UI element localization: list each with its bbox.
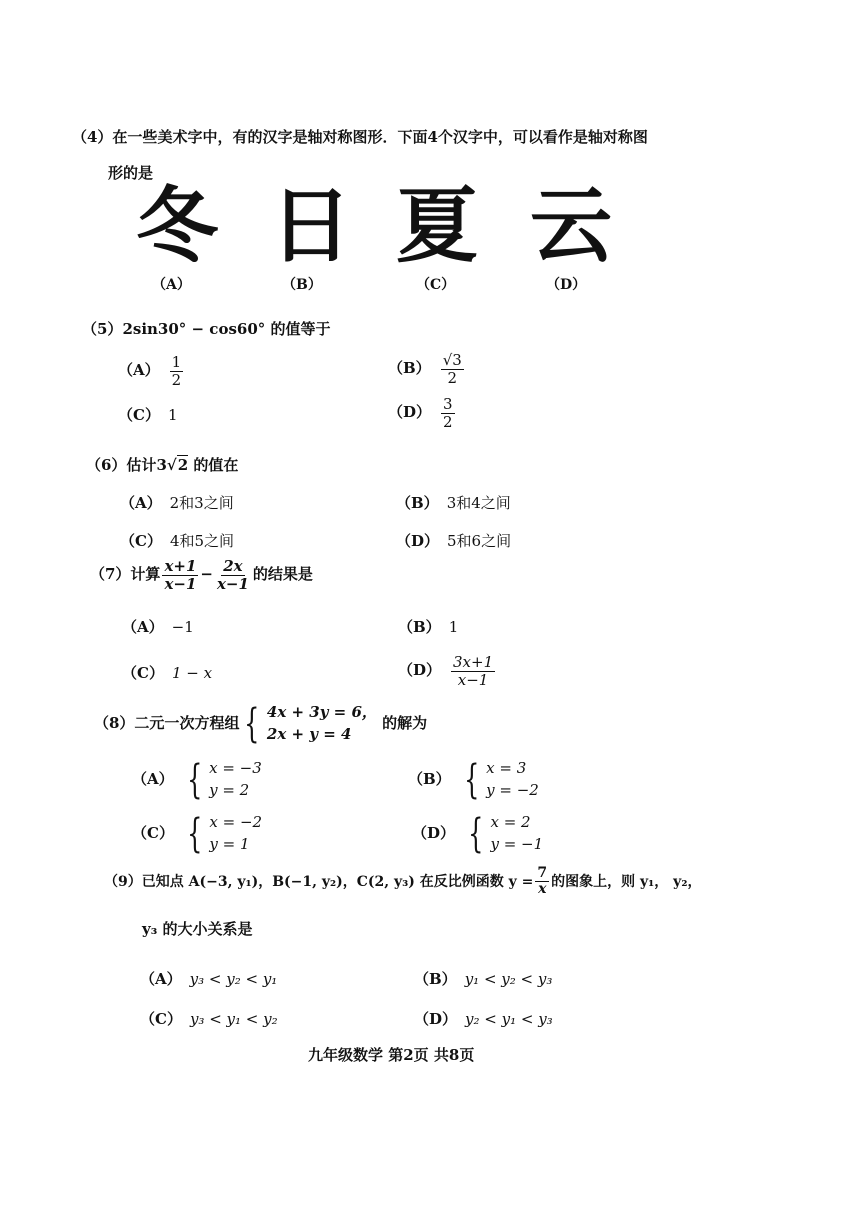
q9-fraction xyxy=(535,866,549,898)
q5-b-den: 2 xyxy=(447,368,458,387)
q7-suffix: 的结果是 xyxy=(252,565,313,583)
q6-option-b xyxy=(396,492,511,513)
q8-d-label: （D） xyxy=(412,823,456,842)
q5-d-den: 2 xyxy=(443,412,453,431)
q5-suffix: 的值等于 xyxy=(270,320,331,338)
q7-f2-num: 2x xyxy=(223,557,243,575)
q8-c-y: y = 1 xyxy=(209,834,250,853)
q6-b-text: 3和4之间 xyxy=(446,494,511,512)
q9-line1-b: 的图象上，则 y₁， y₂， xyxy=(551,873,702,890)
q5-option-d xyxy=(388,396,457,430)
q8-c-label: （C） xyxy=(132,823,174,842)
q8-a-brace: { xyxy=(186,756,203,803)
q9-option-c xyxy=(140,1008,278,1029)
q8-d-x: x = 2 xyxy=(490,813,531,831)
q5-number: （5） xyxy=(82,320,123,338)
q6-option-a xyxy=(120,492,234,513)
q9-stem-line2: y₃ 的大小关系是 xyxy=(142,920,253,938)
q7-option-b xyxy=(398,616,458,637)
q6-c-text: 4和5之间 xyxy=(169,532,235,550)
q7-d-den: x−1 xyxy=(457,670,489,689)
q7-c-text: 1 − x xyxy=(171,664,213,682)
q7-f2-den: x−1 xyxy=(216,574,249,593)
q4-char-d: 云 xyxy=(530,179,613,274)
q7-b-text: 1 xyxy=(448,618,459,636)
q4-label-a: （A） xyxy=(152,277,191,293)
q8-eq2: 2x + y = 4 xyxy=(266,724,352,743)
q7-d-fraction xyxy=(451,654,495,688)
q5-b-label: （B） xyxy=(388,359,431,377)
q4-char-b: 日 xyxy=(270,179,353,274)
q6-d-label: （D） xyxy=(396,532,440,550)
q5-option-b xyxy=(388,352,466,386)
q5-a-den: 2 xyxy=(171,370,182,389)
q8-a-label: （A） xyxy=(132,769,174,788)
q6-a-text: 2和3之间 xyxy=(169,494,234,512)
q6-number: （6）估计 xyxy=(86,456,157,474)
q8-option-b xyxy=(408,758,539,802)
q7-option-d xyxy=(398,654,497,688)
q9-d-label: （D） xyxy=(414,1010,458,1028)
q8-a-y: y = 2 xyxy=(209,780,250,799)
q7-option-a xyxy=(122,616,194,637)
q9-frac-den: x xyxy=(538,881,547,898)
q5-b-num: √3 xyxy=(442,351,462,369)
q8-c-x: x = −2 xyxy=(209,813,263,831)
q8-brace: { xyxy=(244,700,260,747)
q7-fraction-2 xyxy=(215,558,251,592)
q6-option-d xyxy=(396,530,511,551)
q9-d-text: y₂ < y₁ < y₃ xyxy=(465,1010,553,1028)
q5-a-fraction xyxy=(170,354,184,388)
q8-stem xyxy=(94,702,427,746)
q6-radicand: 2 xyxy=(177,456,189,474)
q8-b-x: x = 3 xyxy=(486,759,527,777)
q7-stem xyxy=(90,558,313,592)
page-footer: 九年级数学 第2页 共8页 xyxy=(308,1046,475,1064)
q7-a-text: −1 xyxy=(171,618,194,636)
q4-stem-line1: （4）在一些美术字中，有的汉字是轴对称图形．下面4个汉字中，可以看作是轴对称图 xyxy=(72,128,648,146)
q9-frac-num: 7 xyxy=(537,865,548,881)
q4-label-c: （C） xyxy=(416,277,456,293)
q6-d-text: 5和6之间 xyxy=(447,532,512,550)
q4-label-d: （D） xyxy=(546,277,587,293)
q7-b-label: （B） xyxy=(398,618,441,636)
q8-number: （8）二元一次方程组 xyxy=(94,713,240,732)
q7-a-label: （A） xyxy=(122,618,164,636)
q5-b-fraction xyxy=(441,352,464,386)
q8-d-y: y = −1 xyxy=(490,834,544,853)
q8-option-c xyxy=(132,812,262,856)
q4-label-b: （B） xyxy=(282,277,322,293)
q6-option-c xyxy=(120,530,234,551)
q7-c-label: （C） xyxy=(122,664,164,682)
q6-suffix: 的值在 xyxy=(193,456,239,474)
q9-b-text: y₁ < y₂ < y₃ xyxy=(464,970,553,988)
q8-option-a xyxy=(132,758,262,802)
q5-d-label: （D） xyxy=(388,403,432,421)
q5-stem xyxy=(82,318,331,339)
q4-char-c: 夏 xyxy=(396,179,479,274)
q8-system xyxy=(239,702,376,746)
q8-suffix: 的解为 xyxy=(382,713,428,732)
q6-a-label: （A） xyxy=(120,494,162,512)
q5-d-num: 3 xyxy=(443,395,453,413)
q8-d-brace: { xyxy=(468,810,484,857)
q9-option-d xyxy=(414,1008,553,1029)
q6-c-label: （C） xyxy=(120,532,162,550)
q8-eq1: 4x + 3y = 6， xyxy=(266,703,377,721)
q9-c-text: y₃ < y₁ < y₂ xyxy=(189,1010,278,1028)
q9-c-label: （C） xyxy=(140,1010,182,1028)
q5-option-a xyxy=(118,354,185,388)
q8-option-d xyxy=(412,812,543,856)
q5-d-fraction xyxy=(441,396,455,430)
q7-f1-den: x−1 xyxy=(164,574,197,593)
q9-line1-a: （9）已知点 A(−3, y₁)，B(−1, y₂)，C(2, y₃) 在反比例函数 y = xyxy=(104,873,534,890)
q6-coef: 3 xyxy=(156,456,167,474)
q9-b-label: （B） xyxy=(414,970,457,988)
q6-b-label: （B） xyxy=(396,494,439,512)
q7-fraction-1 xyxy=(162,558,198,592)
q7-d-label: （D） xyxy=(398,661,442,679)
q6-stem: （6）估计3√2 的值在 xyxy=(86,456,239,474)
q7-minus: − xyxy=(200,565,213,583)
q7-option-c xyxy=(122,662,212,683)
q7-d-num: 3x+1 xyxy=(453,653,494,671)
q5-c-text: 1 xyxy=(167,406,178,424)
q7-number: （7）计算 xyxy=(90,565,161,583)
q9-option-b xyxy=(414,968,552,989)
q8-b-brace: { xyxy=(463,756,480,803)
q5-option-c xyxy=(118,404,178,425)
q8-a-x: x = −3 xyxy=(209,759,262,777)
q9-a-label: （A） xyxy=(140,970,182,988)
q8-b-y: y = −2 xyxy=(486,780,539,799)
q8-c-brace: { xyxy=(187,810,203,857)
q7-f1-num: x+1 xyxy=(164,557,197,575)
q9-a-text: y₃ < y₂ < y₁ xyxy=(189,970,278,988)
q4-stem-line2: 形的是 xyxy=(108,164,154,182)
q4-char-a: 冬 xyxy=(136,179,219,274)
q9-option-a xyxy=(140,968,277,989)
q5-a-label: （A） xyxy=(118,361,160,379)
q5-expr: 2sin30° − cos60° xyxy=(122,320,266,338)
q5-a-num: 1 xyxy=(171,353,182,371)
q8-b-label: （B） xyxy=(408,769,451,788)
q9-stem-line1 xyxy=(104,866,701,898)
q5-c-label: （C） xyxy=(118,406,160,424)
